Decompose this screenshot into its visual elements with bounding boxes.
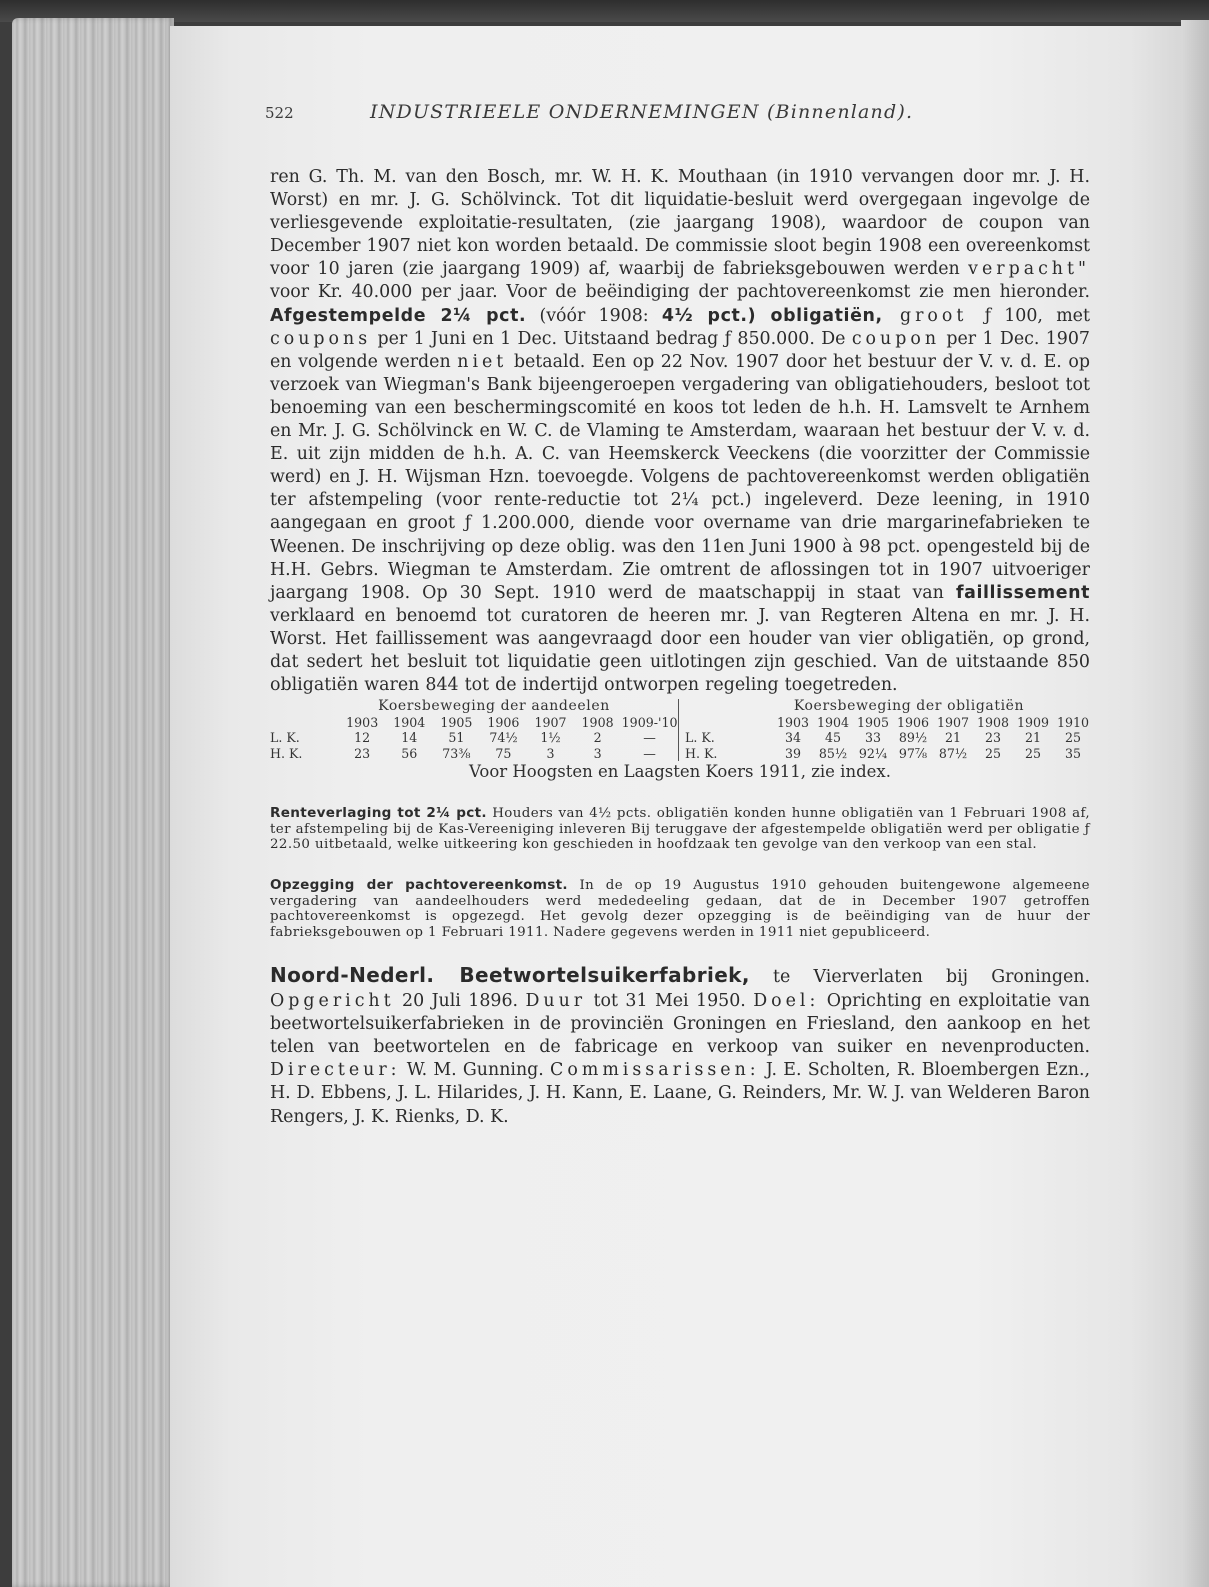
cell: 74½ xyxy=(489,730,518,746)
text: per 1 Dec. 1907 en volgende werden xyxy=(270,328,1090,372)
cell: 2 xyxy=(593,730,602,746)
row-label xyxy=(685,715,773,731)
column-header: 1904 xyxy=(816,714,850,730)
section-heading: Opzegging der pachtovereenkomst. xyxy=(270,876,568,893)
text: per 1 Juni en 1 Dec. Uitstaand bedrag ƒ 850.000. De xyxy=(371,328,852,349)
tables-note: Voor Hoogsten en Laagsten Koers 1911, zie index. xyxy=(469,762,891,782)
row-label: L. K. xyxy=(270,730,300,746)
cell: 23 xyxy=(354,745,371,761)
text: voor Kr. 40.000 per jaar. Voor de beëindiging der pachtovereenkomst zie men hieronder. xyxy=(270,282,1090,303)
spaced-text: coupons xyxy=(270,328,372,349)
cell: 12 xyxy=(354,730,371,746)
section-text: Houders van 4½ pcts. obligatiën konden hunne obligatiën van 1 Februari 1908 af, ter afstempeling bij de Kas-Vereeniging inleveren Bij teruggave der afgestempelde obligatiën werd per obligatie ƒ 22.50 uitbetaald, welke uitkeering kon geschieden in hoofdzaak ten gevolge van den verkoop van een stal. xyxy=(270,806,1091,853)
column-header: 1904 xyxy=(393,714,426,730)
row-label: H. K. xyxy=(270,745,303,761)
row-label: L. K. xyxy=(685,730,715,746)
cell: 3 xyxy=(593,745,602,761)
page-number: 522 xyxy=(265,104,294,122)
table-row xyxy=(270,746,678,762)
cell: 87½ xyxy=(938,745,968,761)
bold-heading: Afgestempelde 2¼ pct. xyxy=(270,305,527,326)
column-header: 1906 xyxy=(896,714,930,730)
cell: 51 xyxy=(448,730,465,746)
text: verklaard en benoemd tot curatoren de heeren mr. J. van Regteren Altena en mr. J. H. Worst. Het faillissement was aangevraagd door een houder van vier obligatiën, op grond, dat sedert het besluit tot liquidatie geen uitlotingen zijn geschied. Van de uitstaande 850 obligatiën waren 844 tot de indertijd ontworpen regeling toegetreden. xyxy=(270,605,1090,696)
cell: 33 xyxy=(864,730,882,746)
table-row xyxy=(270,730,678,746)
column-header: 1910 xyxy=(1056,714,1090,730)
column-header: 1903 xyxy=(346,714,379,730)
cell: 21 xyxy=(1024,730,1042,746)
spaced-text: niet xyxy=(457,351,508,372)
spaced-label: Commissarissen: xyxy=(550,1060,760,1081)
text: tot 31 Mei 1950. xyxy=(586,990,754,1011)
spaced-text: verpacht" xyxy=(968,259,1090,280)
spaced-label: Duur xyxy=(525,990,587,1011)
table-header-row xyxy=(685,715,1093,731)
cell: 89½ xyxy=(898,730,928,746)
company-name: Noord-Nederl. Beetwortelsuikerfabriek, xyxy=(270,963,750,988)
table-row xyxy=(685,746,1093,762)
text: W. M. Gunning. xyxy=(400,1060,551,1081)
running-title: INDUSTRIEELE ONDERNEMINGEN (Binnenland). xyxy=(370,101,914,123)
cell: 14 xyxy=(401,730,418,746)
table-title: Koersbeweging der aandeelen xyxy=(378,698,610,715)
column-header: 1909 xyxy=(1016,714,1050,730)
row-label: H. K. xyxy=(685,745,718,761)
cell: 97⅞ xyxy=(898,745,928,761)
text: 20 Juli 1896. xyxy=(394,990,526,1011)
page-content xyxy=(265,98,1091,1129)
cell: 45 xyxy=(824,730,842,746)
scanner-shadow-top xyxy=(0,0,1209,22)
column-header: 1908 xyxy=(976,714,1010,730)
text: te Vierverlaten bij Groningen. xyxy=(749,967,1090,988)
spaced-text: coupon xyxy=(851,328,941,349)
column-header: 1905 xyxy=(440,714,473,730)
bonds-price-table xyxy=(678,699,1093,761)
text: J. E. Scholten, R. Bloembergen Ezn., H. D. Ebbens, J. L. Hilarides, J. H. Kann, E. Laane, G. Reinders, Mr. W. J. van Welderen Baron Rengers, J. K. Rienks, D. K. xyxy=(270,1060,1090,1127)
bold-heading: 4½ pct.) obligatiën, xyxy=(661,305,883,326)
column-header: 1906 xyxy=(487,714,520,730)
spaced-label: Opgericht xyxy=(270,990,395,1011)
cell: 73⅜ xyxy=(442,745,471,761)
noord-nederl-entry xyxy=(270,964,1090,1128)
text: Oprichting en exploitatie van beetwortelsuikerfabrieken in de provinciën Groningen en Friesland, den aankoop en het telen van beetwortelen en de fabricage en verkoop van suiker en nevenproducten. xyxy=(270,990,1090,1057)
cell: 92¼ xyxy=(858,745,888,761)
cell: 25 xyxy=(1024,745,1042,761)
column-header: 1907 xyxy=(534,714,567,730)
row-label xyxy=(270,715,339,731)
shares-price-table xyxy=(270,699,678,761)
text: ren G. Th. M. van den Bosch, mr. W. H. K. Mouthaan (in 1910 vervangen door mr. J. H. Worst) en mr. J. G. Schölvinck. Tot dit liquidatie-besluit werd overgegaan ingevolge de verliesgevende exploitatie-resultaten, (zie jaargang 1908), waardoor de coupon van December 1907 niet kon worden betaald. De commissie sloot begin 1908 een overeenkomst voor 10 jaren (zie jaargang 1909) af, waarbij de fabrieksgebouwen werden xyxy=(270,167,1090,280)
cell: 39 xyxy=(784,745,802,761)
column-header: 1903 xyxy=(776,714,810,730)
cell: 25 xyxy=(984,745,1002,761)
book-page-edges xyxy=(12,18,174,1587)
renteverlaging-section xyxy=(270,806,1090,853)
spaced-label: Doel: xyxy=(753,990,820,1011)
cell: 25 xyxy=(1064,730,1082,746)
text: ƒ 100, met xyxy=(984,305,1090,326)
cell: 34 xyxy=(784,730,802,746)
cell: — xyxy=(643,730,656,746)
cell: 85½ xyxy=(818,745,848,761)
spaced-label: Directeur: xyxy=(270,1060,401,1081)
table-header-row xyxy=(270,715,678,731)
table-title: Koersbeweging der obligatiën xyxy=(793,698,1025,715)
column-header: 1905 xyxy=(856,714,890,730)
section-heading: Renteverlaging tot 2¼ pct. xyxy=(270,805,487,822)
cell: 21 xyxy=(944,730,962,746)
spaced-text: groot xyxy=(882,305,985,326)
cell: 75 xyxy=(495,745,512,761)
column-header: 1908 xyxy=(581,714,614,730)
running-head xyxy=(265,98,1090,128)
main-paragraph xyxy=(270,166,1090,697)
cell: — xyxy=(643,745,656,761)
page-right-edge xyxy=(1181,20,1209,1587)
text: (vóór 1908: xyxy=(526,305,662,326)
cell: 1½ xyxy=(540,730,561,746)
column-header: 1909-'10 xyxy=(621,714,678,730)
cell: 23 xyxy=(984,730,1002,746)
bold-term: faillissement xyxy=(955,582,1090,603)
opzegging-section xyxy=(270,878,1090,940)
price-tables xyxy=(270,699,1090,761)
text: betaald. Een op 22 Nov. 1907 door het bestuur der V. v. d. E. op verzoek van Wiegman's Bank bijeengeroepen vergadering van obligatiehouders, besloot tot benoeming van een beschermingscomité en koos tot leden de h.h. H. Lamsvelt te Arnhem en Mr. J. G. Schölvinck en W. C. de Vlaming te Amsterdam, waaraan het bestuur der V. v. d. E. uit zijn midden de h.h. A. C. van Heemskerck Veeckens (die voorzitter der Commissie werd) en J. H. Wijsman Hzn. toevoegde. Volgens de pachtovereenkomst werden obligatiën ter afstempeling (voor rente-reductie tot 2¼ pct.) ingeleverd. Deze leening, in 1910 aangegaan en groot ƒ 1.200.000, diende voor overname van drie margarinefabrieken te Weenen. De inschrijving op deze oblig. was den 11en Juni 1900 à 98 pct. opengesteld bij de H.H. Gebrs. Wiegman te Amsterdam. Zie omtrent de aflossingen tot in 1907 uitvoeriger jaargang 1908. Op 30 Sept. 1910 werd de maatschappij in staat van xyxy=(270,351,1090,603)
column-header: 1907 xyxy=(936,714,970,730)
cell: 3 xyxy=(546,745,555,761)
cell: 35 xyxy=(1064,745,1082,761)
cell: 56 xyxy=(401,745,418,761)
section-text: In de op 19 Augustus 1910 gehouden buitengewone algemeene vergadering van aandeelhouders werd mededeeling gedaan, dat de in December 1907 getroffen pachtovereenkomst is opgezegd. Het gevolg dezer opzegging is de beëindiging van de huur der fabrieksgebouwen op 1 Februari 1911. Nadere gegevens werden in 1911 niet gepubliceerd. xyxy=(270,877,1090,940)
table-row xyxy=(685,730,1093,746)
